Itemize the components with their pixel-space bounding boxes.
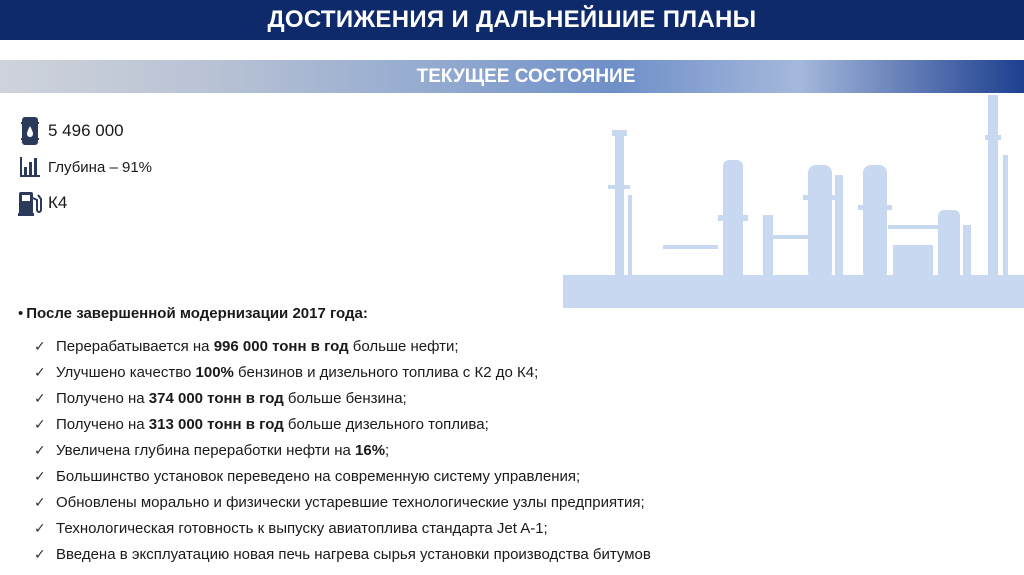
- fuel-pump-icon: [18, 187, 42, 219]
- refinery-silhouette: [563, 95, 1024, 308]
- list-item: ✓ Улучшено качество 100% бензинов и дизельного топлива с К2 до К4;: [34, 363, 539, 381]
- list-item: ✓ Обновлены морально и физически устаревшие технологические узлы предприятия;: [34, 493, 645, 511]
- status-volume: [18, 113, 152, 149]
- checkmark-icon: ✓: [34, 519, 46, 536]
- section-bar: [0, 60, 1024, 93]
- status-depth-value: Глубина – 91%: [48, 158, 152, 176]
- section-title: ТЕКУЩЕЕ СОСТОЯНИЕ: [416, 65, 636, 87]
- modernization-list: [34, 333, 651, 567]
- page-title: ДОСТИЖЕНИЯ И ДАЛЬНЕЙШИЕ ПЛАНЫ: [267, 6, 757, 33]
- title-bar: [0, 0, 1024, 40]
- checkmark-icon: ✓: [34, 389, 46, 406]
- checkmark-icon: ✓: [34, 337, 46, 354]
- oil-barrel-icon: [18, 115, 42, 147]
- bar-chart-icon: [18, 151, 42, 183]
- list-item: ✓ Большинство установок переведено на современную систему управления;: [34, 467, 581, 485]
- checkmark-icon: ✓: [34, 415, 46, 432]
- list-item: ✓ Технологическая готовность к выпуску авиатоплива стандарта Jet A-1;: [34, 519, 548, 537]
- checkmark-icon: ✓: [34, 363, 46, 380]
- status-volume-value: 5 496 000: [48, 121, 124, 140]
- checkmark-icon: ✓: [34, 467, 46, 484]
- modernization-headline: • После завершенной модернизации 2017 года:: [18, 305, 368, 322]
- checkmark-icon: ✓: [34, 545, 46, 562]
- list-item: ✓ Перерабатывается на 996 000 тонн в год больше нефти;: [34, 337, 459, 355]
- list-item: ✓ Введена в эксплуатацию новая печь нагрева сырья установки производства битумов: [34, 545, 651, 563]
- status-fuel-class: [18, 185, 152, 221]
- status-depth: [18, 149, 152, 185]
- bullet-dot: •: [18, 305, 24, 322]
- list-item: ✓ Увеличена глубина переработки нефти на 16%;: [34, 441, 390, 459]
- status-block: [18, 113, 152, 221]
- checkmark-icon: ✓: [34, 493, 46, 510]
- status-fuel-class-value: К4: [48, 193, 68, 212]
- checkmark-icon: ✓: [34, 441, 46, 458]
- list-item: ✓ Получено на 374 000 тонн в год больше бензина;: [34, 389, 407, 407]
- list-item: ✓ Получено на 313 000 тонн в год больше дизельного топлива;: [34, 415, 489, 433]
